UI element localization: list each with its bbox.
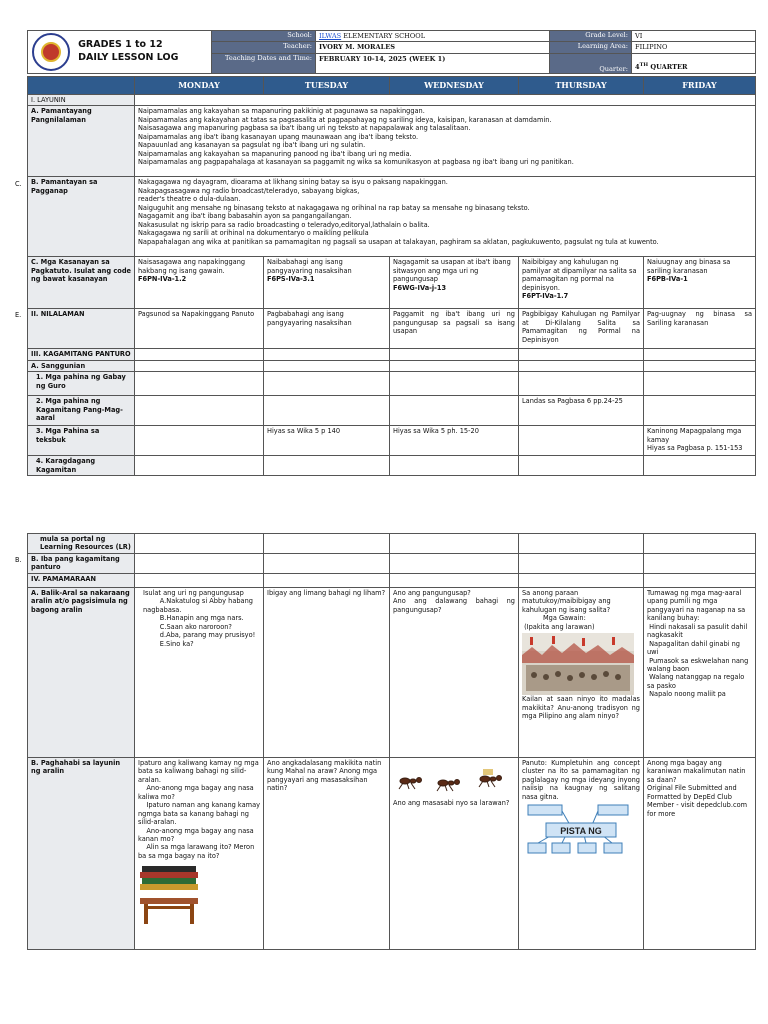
balik-aral-monday: Isulat ang uri ng pangungusap A.Nakatulog si Abby habang nagbabasa. B.Hanapin ang mga nars. C.Saan ako naroroon? d.Aba, parang may prusisyo! E.Sino ka? bbox=[135, 588, 264, 758]
pamantayang-pangnilalaman-text: Naipamamalas ang kakayahan sa mapanuring pakikinig at pagunawa sa napakinggan. Naipamamalas ang kakayahan at tatas sa pagsasalita at pagpapahayag ng sariling ideya, kaisipan, karanasan at damdamin. Naisasagawa ang mapanuring pagbasa sa iba't ibang uri ng teksto at napapalawak ang talasalitaan. Naipamamalas ang iba't ibang kasanayan upang maunawaan ang iba't ibang teksto. Napauunlad ang kasanayan sa pagsulat ng iba't ibang uri ng sulatin. Naipamamalas ang kakayahan sa mapanuring panood ng iba't ibang uri ng media. Naipamamalas ang pagpapahalaga at kasanayan sa paggamit ng wika sa komunikasyon at pagbasa ng iba't ibang uri ng panitikan. bbox=[135, 106, 756, 177]
school-rest: ELEMENTARY SCHOOL bbox=[341, 32, 426, 40]
pamantayang-pangnilalaman-label: A. Pamantayang Pangnilalaman bbox=[28, 106, 135, 177]
nilalaman-label: II. NILALAMAN bbox=[28, 309, 135, 349]
teksbuk-monday bbox=[135, 426, 264, 456]
teacher-value: IVORY M. MORALES bbox=[316, 42, 550, 53]
teacher-label: Teacher: bbox=[212, 42, 316, 53]
quarter-label: Quarter: bbox=[550, 53, 632, 73]
area-label: Learning Area: bbox=[550, 42, 632, 53]
karagdagan-label: 4. Karagdagang Kagamitan bbox=[28, 456, 135, 476]
kagamitang-mag-aaral-thursday: Landas sa Pagbasa 6 pp.24-25 bbox=[519, 396, 644, 426]
grade-label: Grade Level: bbox=[550, 31, 632, 42]
sanggunian-label: A. Sanggunian bbox=[28, 360, 135, 371]
concept-cluster-diagram bbox=[522, 803, 634, 857]
day-wednesday: WEDNESDAY bbox=[390, 77, 519, 95]
nilalaman-tuesday: Pagbabahagi ang isang pangyayaring nasaksihan bbox=[264, 309, 390, 349]
title-line-1: GRADES 1 to 12 bbox=[78, 39, 163, 51]
teksbuk-friday: Kaninong Mapagpalang mga kamay Hiyas sa Pagbasa p. 151-153 bbox=[644, 426, 756, 456]
kasanayan-label: C. Mga Kasanayan sa Pagkatuto. Isulat ang code ng bawat kasanayan bbox=[28, 257, 135, 309]
day-monday: MONDAY bbox=[135, 77, 264, 95]
days-row bbox=[28, 77, 756, 95]
school-label: School: bbox=[212, 31, 316, 42]
area-value: FILIPINO bbox=[632, 42, 756, 53]
kasanayan-wednesday: Nagagamit sa usapan at iba't ibang sitwasyon ang mga uri ng pangungusap F6WG-IVa-j-13 bbox=[390, 257, 519, 309]
header-logo-cell bbox=[28, 31, 212, 74]
day-thursday: THURSDAY bbox=[519, 77, 644, 95]
kagamitang-mag-aaral-label: 2. Mga pahina ng Kagamitang Pang-Mag-aaral bbox=[28, 396, 135, 426]
iba-pang-kagamitan-label: B. Iba pang kagamitang panturo bbox=[28, 554, 135, 574]
paghahabi-label: B. Paghahabi sa layunin ng aralin bbox=[28, 758, 135, 950]
lesson-table-2 bbox=[27, 533, 756, 950]
kagamitan-label: III. KAGAMITANG PANTURO bbox=[28, 349, 135, 360]
grade-value: VI bbox=[632, 31, 756, 42]
balik-aral-thursday-questions: Kailan at saan ninyo ito madalas makikita? Anu-anong tradisyon ng mga Pilipino ang alam ninyo? bbox=[522, 695, 640, 721]
kasanayan-tuesday: Naibabahagi ang isang pangyayaring nasaksihan F6PS-IVa-3.1 bbox=[264, 257, 390, 309]
nilalaman-monday: Pagsunod sa Napakinggang Panuto bbox=[135, 309, 264, 349]
days-corner bbox=[28, 77, 135, 95]
pamantayan-pagganap-label: B. Pamantayan sa Pagganap bbox=[28, 177, 135, 257]
teksbuk-wednesday: Hiyas sa Wika 5 ph. 15-20 bbox=[390, 426, 519, 456]
paghahabi-friday: Anong mga bagay ang karaniwan makalimutan natin sa daan? Original File Submitted and Formatted by DepEd Club Member - visit depedclub.com for more bbox=[644, 758, 756, 950]
nilalaman-friday: Pag-uugnay ng binasa sa Sariling karanasan bbox=[644, 309, 756, 349]
day-tuesday: TUESDAY bbox=[264, 77, 390, 95]
side-mark-e: E. bbox=[15, 311, 22, 319]
balik-aral-friday: Tumawag ng mga mag-aaral upang pumili ng mga pangyayari na naganap na sa kanilang buhay: Hindi nakasali sa pasulit dahil nagkasakit Napagalitan dahil ginabi ng uwi Pumasok sa eskwelahan nang walang baon Walang natanggap na regalo sa pasko Napalo noong maliit pa bbox=[644, 588, 756, 758]
paghahabi-monday-text: Ipaturo ang kaliwang kamay ng mga bata sa kaliwang bahagi ng silid-aralan. Ano-anong mga bagay ang nasa kaliwa mo? Ipaturo naman ang kanang kamay ngmga bata sa kanang bahagi ng silid-aralan. Ano-anong mga bagay ang nasa kanan mo? Alin sa mga larawang ito? Meron ba sa mga bagay na ito? bbox=[138, 759, 261, 860]
kasanayan-monday: Naisasagawa ang napakinggang hakbang ng isang gawain. F6PN-IVa-1.2 bbox=[135, 257, 264, 309]
pamantayan-pagganap-text: Nakagagawa ng dayagram, dioarama at likhang sining batay sa isyu o paksang napakinggan. Nakapagsasagawa ng radio broadcast/teleradyo, sabayang bigkas, reader's theatre o dula-dulaan. Naiguguhit ang mensahe ng binasang teksto at nakagagawa ng orihinal na rap batay sa mensahe ng binasang teksto. Nagagamit ang iba't ibang babasahin ayon sa pangangailangan. Nakasusulat ng iskrip para sa radio broadcasting o teleradyo,editoryal,lathalain o balita. Nakagagawa ng sarili at orihinal na dokumentaryo o maikling pelikula Napapahalagan ang wika at panitikan sa pamamagitan ng pagsali sa usapan at talakayan, paghiram sa aklatan, pagkukuwento, pagsulat ng tula at kuwento. bbox=[135, 177, 756, 257]
pamamaraan-label: IV. PAMAMARAAN bbox=[28, 574, 135, 588]
dates-value: FEBRUARY 10-14, 2025 (WEEK 1) bbox=[316, 53, 550, 73]
side-mark-c: C. bbox=[15, 180, 22, 188]
day-friday: FRIDAY bbox=[644, 77, 756, 95]
layunin-cell bbox=[135, 95, 756, 106]
dates-label: Teaching Dates and Time: bbox=[212, 53, 316, 73]
deped-seal-icon bbox=[32, 33, 70, 71]
title-line-2: DAILY LESSON LOG bbox=[78, 52, 179, 63]
concept-center-label: PISTA NG bbox=[560, 826, 602, 837]
form-title bbox=[78, 39, 178, 65]
school-link[interactable]: ILWAS bbox=[319, 32, 342, 40]
nilalaman-wednesday: Paggamit ng iba't ibang uri ng pangungusap sa pagsali sa isang usapan bbox=[390, 309, 519, 349]
layunin-label: I. LAYUNIN bbox=[28, 95, 135, 106]
teksbuk-tuesday: Hiyas sa Wika 5 p 140 bbox=[264, 426, 390, 456]
table-image bbox=[138, 894, 202, 926]
books-image bbox=[138, 862, 202, 892]
side-mark-b: B. bbox=[15, 556, 22, 564]
balik-aral-wednesday: Ano ang pangungusap? Ano ang dalawang bahagi ng pangungusap? bbox=[390, 588, 519, 758]
balik-aral-tuesday: Ibigay ang limang bahagi ng liham? bbox=[264, 588, 390, 758]
ants-image bbox=[393, 761, 505, 799]
paghahabi-thursday-text: Panuto: Kumpletuhin ang concept cluster na ito sa pamamagitan ng paglalagay ng mga ideyang inyong naiisip na kaugnay ng salitang nasa gitna. bbox=[522, 759, 640, 801]
kasanayan-friday: Naiuugnay ang binasa sa sariling karanasan F6PB-IVa-1 bbox=[644, 257, 756, 309]
header-table bbox=[27, 30, 756, 74]
balik-aral-thursday-text: Sa anong paraan matutukoy/maibibigay ang kahulugan ng isang salita? Mga Gawain: (Ipakita ang larawan) bbox=[522, 589, 611, 631]
paghahabi-monday bbox=[135, 758, 264, 950]
school-value bbox=[316, 31, 550, 42]
gabay-guro-label: 1. Mga pahina ng Gabay ng Guro bbox=[28, 372, 135, 396]
paghahabi-tuesday: Ano angkadalasang makikita natin kung Mahal na araw? Anong mga pangyayari ang masasaksihan natin? bbox=[264, 758, 390, 950]
lesson-table-1 bbox=[27, 76, 756, 476]
balik-aral-thursday bbox=[519, 588, 644, 758]
balik-aral-label: A. Balik-Aral sa nakaraang aralin at/o pagsisimula ng bagong aralin bbox=[28, 588, 135, 758]
teksbuk-label: 3. Mga Pahina sa teksbuk bbox=[28, 426, 135, 456]
paghahabi-wednesday-text: Ano ang masasabi nyo sa larawan? bbox=[393, 799, 510, 807]
festival-photo bbox=[522, 633, 634, 695]
paghahabi-thursday bbox=[519, 758, 644, 950]
quarter-value: 4TH QUARTER bbox=[632, 53, 756, 73]
teksbuk-thursday bbox=[519, 426, 644, 456]
nilalaman-thursday: Pagbibigay Kahulugan ng Pamilyar at Di-Kilalang Salita sa Pamamagitan ng Pormal na Depinisyon bbox=[519, 309, 644, 349]
paghahabi-wednesday bbox=[390, 758, 519, 950]
kasanayan-thursday: Naibibigay ang kahulugan ng pamilyar at dipamilyar na salita sa pamamagitan ng pormal na depinisyon. F6PT-IVa-1.7 bbox=[519, 257, 644, 309]
portal-label: mula sa portal ng Learning Resources (LR) bbox=[28, 534, 135, 554]
